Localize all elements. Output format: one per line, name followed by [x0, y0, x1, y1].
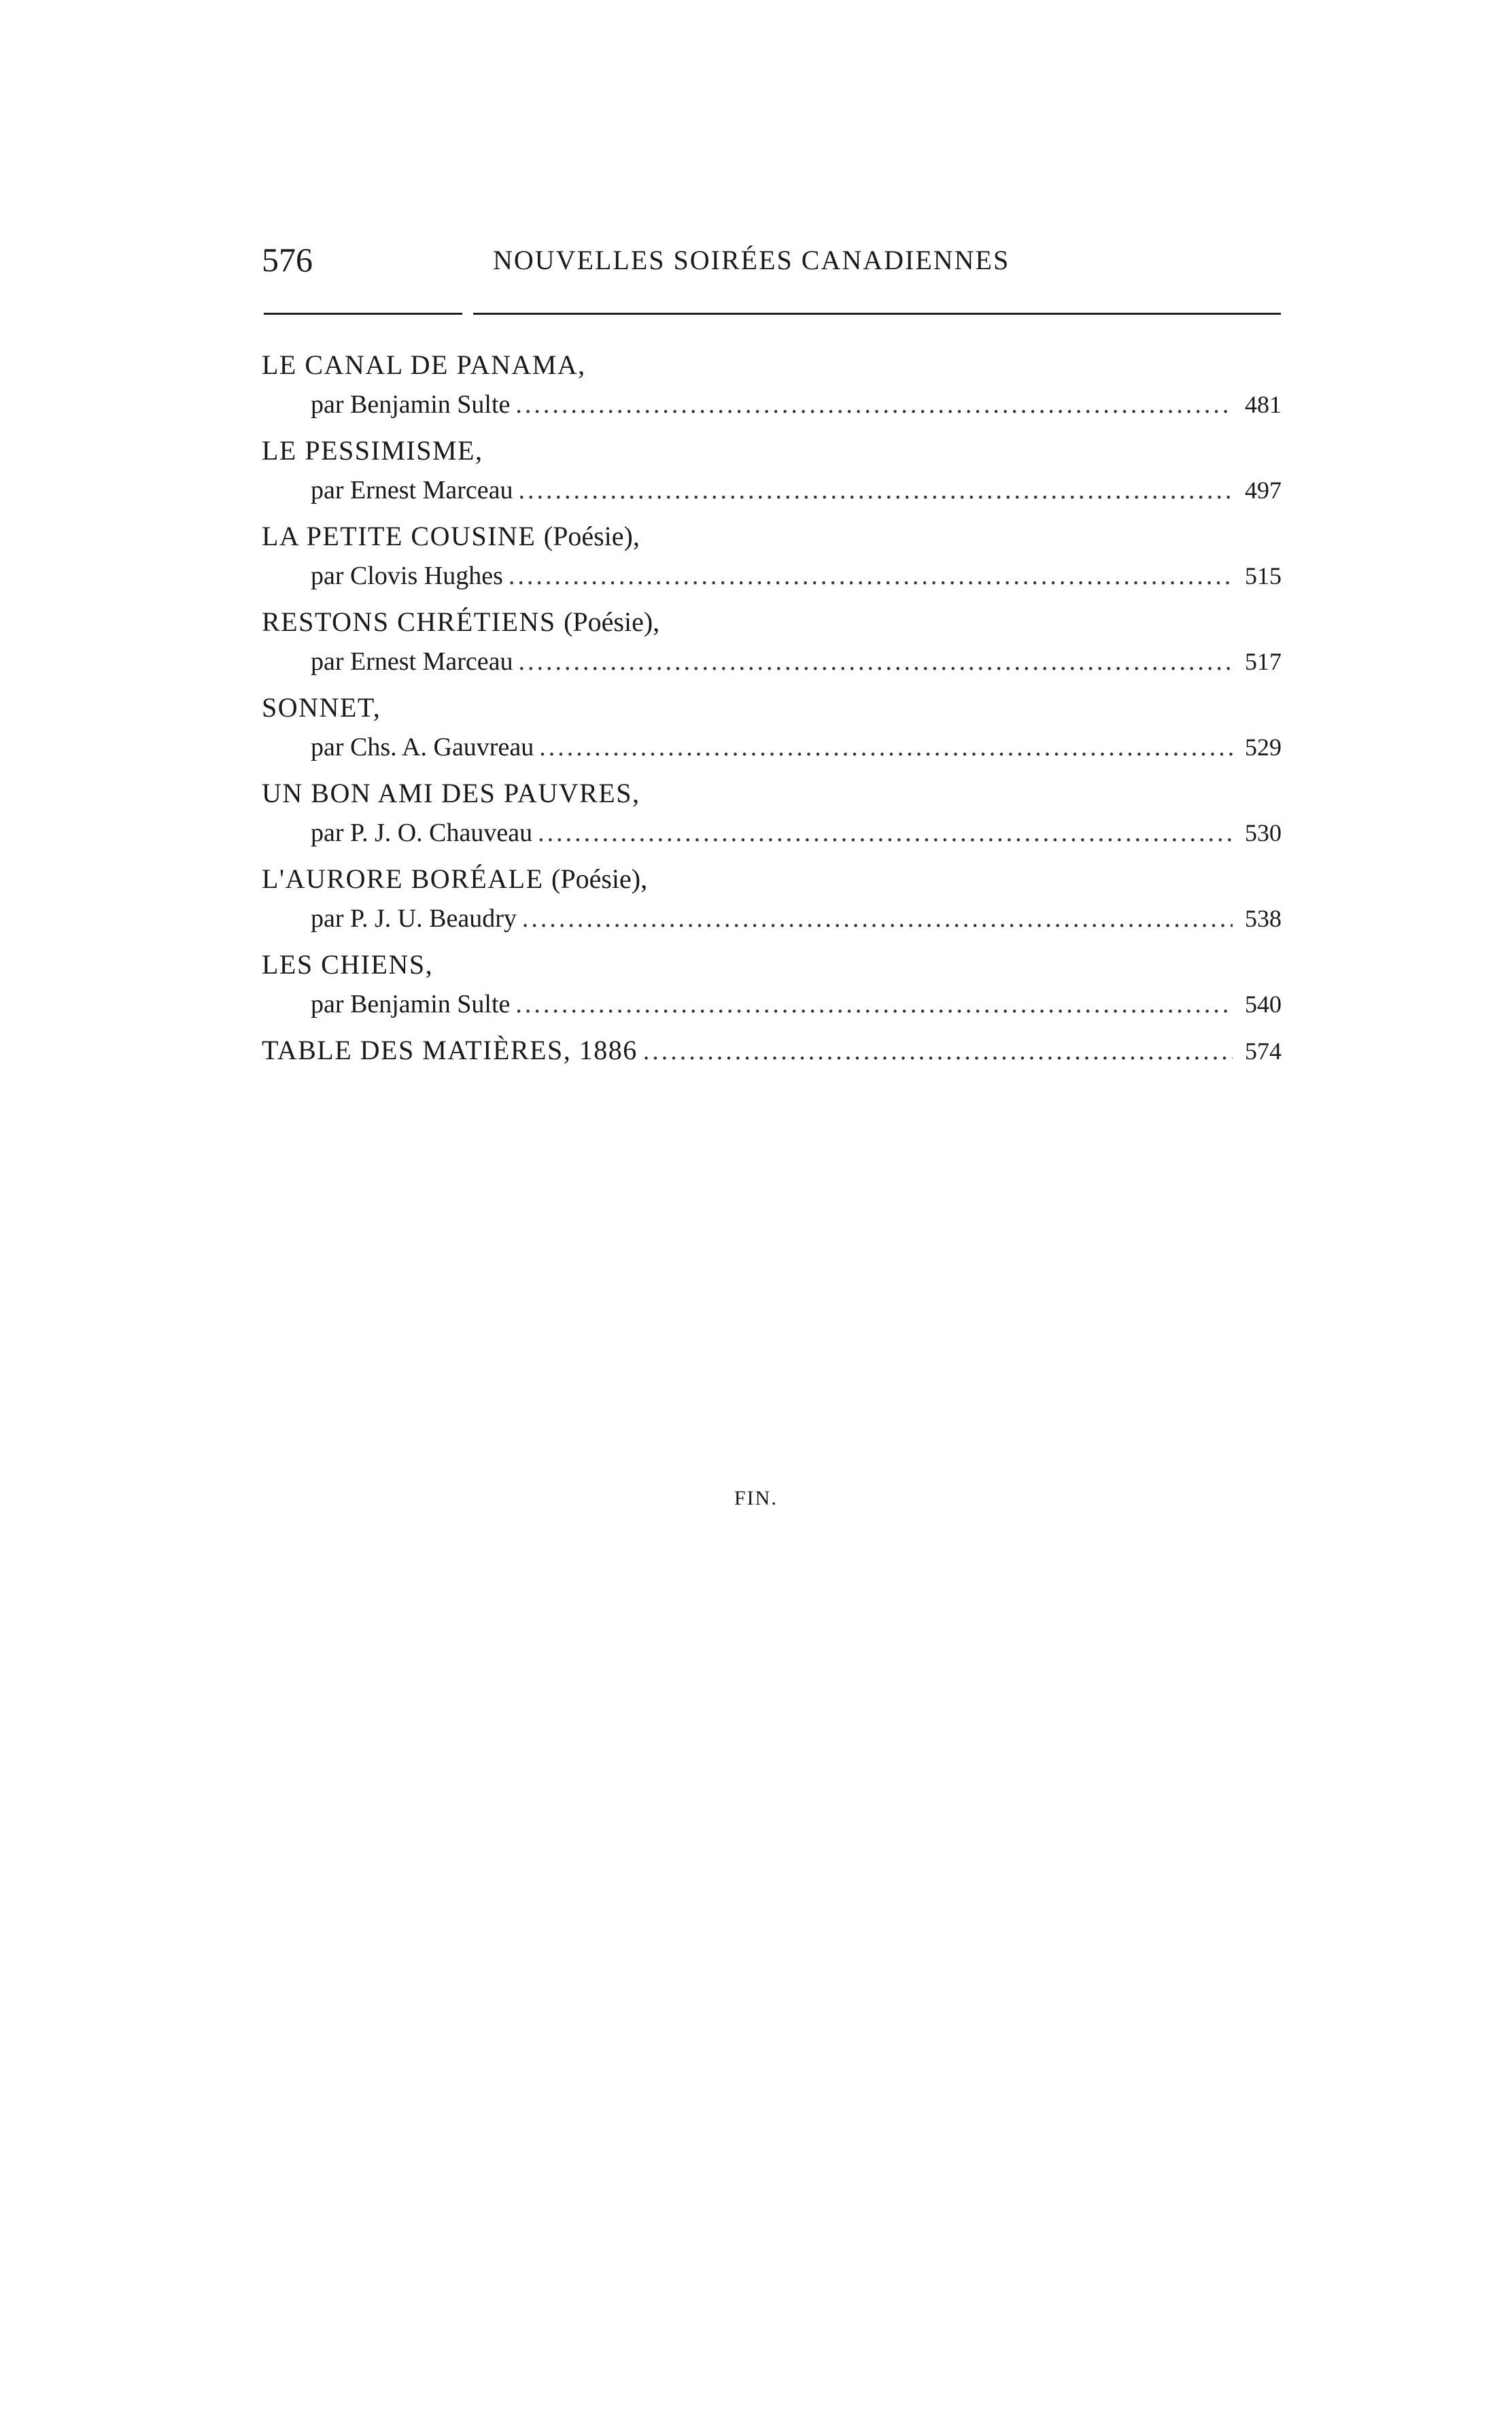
dot-leader: [519, 470, 1233, 510]
toc-entry-title: L'AURORE BORÉALE: [262, 863, 544, 894]
running-title: NOUVELLES SOIRÉES CANADIENNES: [493, 245, 1010, 275]
toc-entry-genre: (Poésie),: [543, 521, 640, 551]
fin-label: FIN.: [734, 1487, 778, 1509]
dot-leader: [539, 727, 1233, 767]
toc-entry-title: TABLE DES MATIÈRES, 1886: [262, 1035, 638, 1065]
toc-entry: [262, 517, 1282, 596]
toc-entry-title: LE CANAL DE PANAMA,: [262, 349, 586, 380]
dot-leader: [515, 385, 1233, 424]
toc-entry-page: 497: [1245, 477, 1282, 504]
dot-leader: [522, 899, 1233, 938]
toc-entry: [262, 859, 1282, 938]
toc-entry: [262, 688, 1282, 767]
page-number: 576: [262, 241, 313, 279]
toc-entry-byline: par Clovis Hughes: [311, 562, 503, 590]
toc-entry-byline: par P. J. O. Chauveau: [311, 819, 533, 847]
toc-entry-page: 540: [1245, 991, 1282, 1018]
toc-entry: [262, 602, 1282, 681]
toc-entry-byline: par Ernest Marceau: [311, 476, 513, 504]
toc-entry-page: 574: [1245, 1038, 1282, 1065]
toc-entry-byline: par Ernest Marceau: [311, 647, 513, 676]
toc-entry-page: 517: [1245, 648, 1282, 675]
toc-entry-page: 530: [1245, 819, 1282, 846]
header-rule-break: [462, 310, 473, 317]
toc-entry-genre: (Poésie),: [564, 606, 660, 637]
dot-leader: [509, 556, 1233, 596]
toc-entry-title: LES CHIENS,: [262, 949, 434, 980]
toc-entry-page: 515: [1245, 562, 1282, 589]
dot-leader: [538, 813, 1233, 853]
dot-leader: [515, 984, 1233, 1024]
toc-entry-table-des-matieres: [262, 1031, 1282, 1070]
table-of-contents: [262, 345, 1282, 1077]
toc-entry-title: RESTONS CHRÉTIENS: [262, 606, 556, 637]
toc-entry: [262, 345, 1282, 424]
toc-entry-genre: (Poésie),: [551, 863, 648, 894]
dot-leader: [643, 1031, 1233, 1071]
toc-entry: [262, 774, 1282, 853]
toc-entry-byline: par Benjamin Sulte: [311, 390, 511, 419]
toc-entry-title: LA PETITE COUSINE: [262, 521, 536, 551]
toc-entry-page: 538: [1245, 905, 1282, 932]
header-rule: [264, 313, 1281, 315]
toc-entry: [262, 431, 1282, 510]
toc-entry-page: 481: [1245, 391, 1282, 418]
toc-entry-page: 529: [1245, 734, 1282, 761]
toc-entry-byline: par Chs. A. Gauvreau: [311, 733, 534, 761]
toc-entry-byline: par P. J. U. Beaudry: [311, 904, 517, 933]
toc-entry-title: UN BON AMI DES PAUVRES,: [262, 778, 640, 808]
toc-entry-byline: par Benjamin Sulte: [311, 990, 511, 1018]
toc-entry-title: LE PESSIMISME,: [262, 435, 483, 466]
toc-entry: [262, 945, 1282, 1024]
dot-leader: [519, 642, 1233, 681]
toc-entry-title: SONNET,: [262, 692, 381, 723]
